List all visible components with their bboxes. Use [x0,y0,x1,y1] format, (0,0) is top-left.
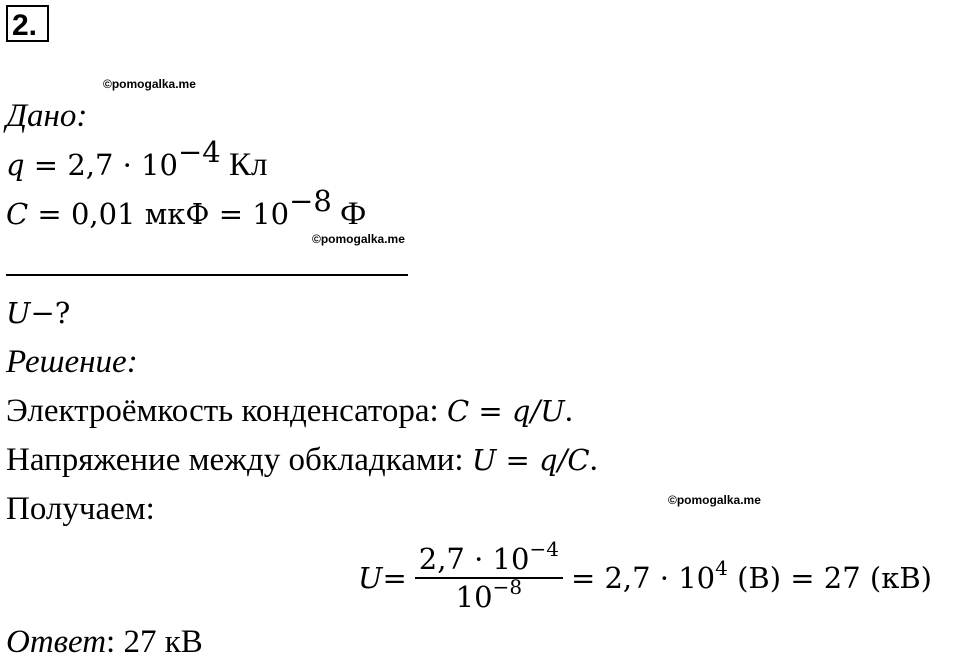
problem-number: 2. [6,5,49,42]
given-heading: Дано: [6,98,88,134]
solution-line-2 [6,440,598,480]
solution-text: Напряжение между обкладками: [6,442,472,478]
period: . [589,442,598,478]
watermark: ©pomogalka.me [668,493,761,507]
solution-text: Электроёмкость конденсатора: [6,393,447,429]
capacitance-unit: Ф [331,196,367,232]
given-capacitance [6,184,367,234]
capacitance-symbol: C [6,197,29,231]
capacitance-value: = 0,01 мкФ = 10 [28,197,290,231]
answer-line [6,622,203,662]
watermark: ©pomogalka.me [103,77,196,91]
rhs-base: = 2,7 · 10 [570,561,716,595]
formula-equals: = [382,561,407,595]
rhs-exponent: 4 [715,556,728,580]
numerator-base: 2,7 · 10 [418,542,530,576]
solution-line-3: Получаем: [6,491,155,527]
solution-heading: Решение: [6,344,138,380]
fraction-denominator [452,575,526,615]
denominator-exponent: −8 [492,575,523,599]
find-line [6,293,70,333]
rhs-result: (В) = 27 (кВ) [727,561,932,595]
numerator-exponent: −4 [529,537,559,561]
denominator-base: 10 [455,580,493,614]
final-formula [358,530,932,626]
given-divider [6,274,408,276]
formula-lhs: U [358,561,383,595]
answer-label: Ответ [6,624,107,660]
watermark: ©pomogalka.me [312,232,405,246]
formula-rhs [570,556,932,595]
fraction-numerator [415,537,563,577]
capacitance-exponent: −8 [289,184,332,218]
capacitance-formula: C = q/U [446,394,565,428]
solution-line-1 [6,391,573,431]
voltage-formula: U = q/C [471,443,590,477]
formula-fraction [415,537,563,615]
voltage-symbol: U [6,296,31,330]
charge-unit: Кл [220,147,268,183]
answer-value: : 27 кВ [106,624,203,660]
period: . [564,393,573,429]
find-question: −? [30,296,71,330]
given-charge [6,135,268,185]
charge-symbol: q [6,148,25,182]
charge-value: = 2,7 · 10 [24,148,178,182]
charge-exponent: −4 [178,135,221,169]
